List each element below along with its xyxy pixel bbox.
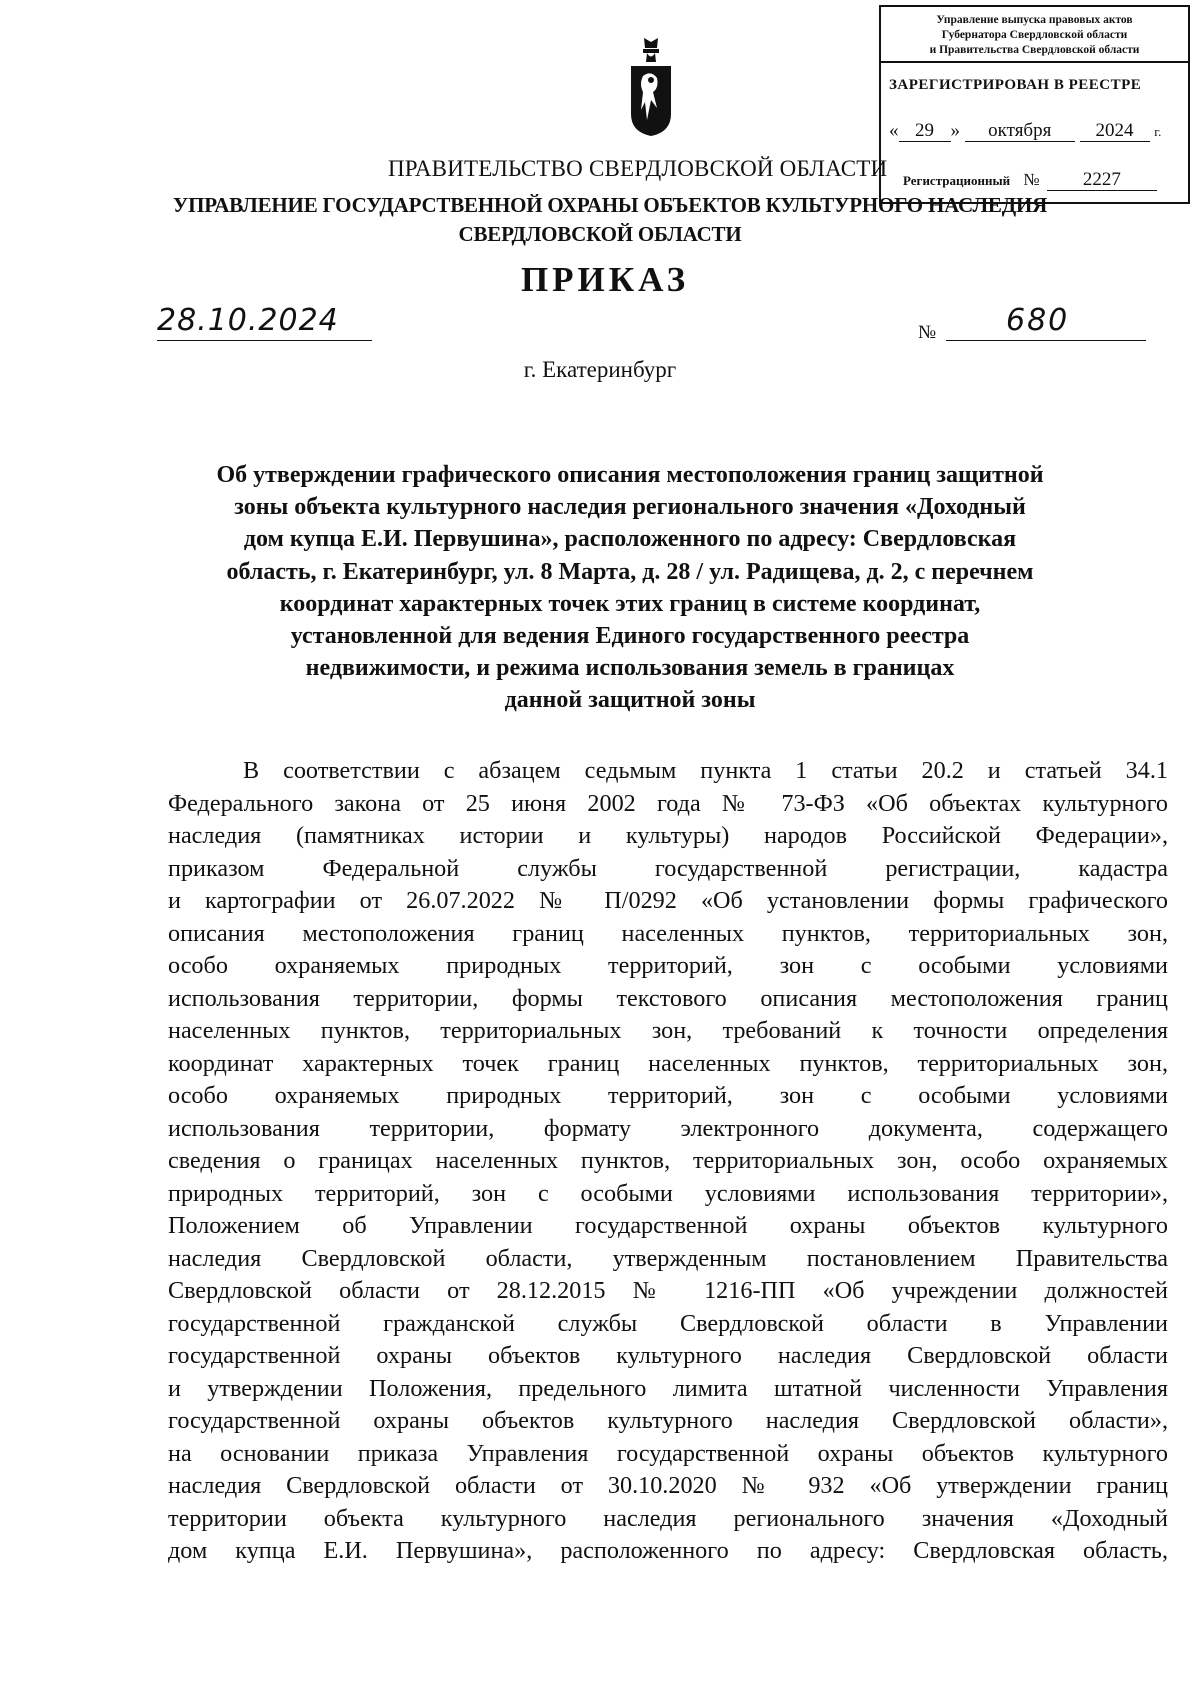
body-line: координат характерных точек границ населенных пунктов, территориальных зон, [168, 1049, 1168, 1077]
stamp-date-open: « [889, 120, 899, 141]
directorate-title-line2: СВЕРДЛОВСКОЙ ОБЛАСТИ [458, 222, 742, 246]
body-line: сведения о границах населенных пунктов, территориальных зон, особо охраняемых [168, 1147, 1168, 1174]
document-type-title: ПРИКАЗ [520, 260, 690, 299]
body-line: государственной гражданской службы Свердловской области в Управлении [168, 1309, 1168, 1337]
subject-line: недвижимости, и режима использования земель в границах [305, 655, 955, 682]
subject-line: координат характерных точек этих границ в системе координат, [279, 590, 981, 617]
body-line: природных территорий, зон с особыми условиями использования территории», [168, 1179, 1168, 1207]
body-line: особо охраняемых природных территорий, зон с особыми условиями [168, 1082, 1168, 1109]
stamp-date-month: октября [965, 121, 1075, 142]
order-body [168, 755, 1168, 1568]
body-line: Федерального закона от 25 июня 2002 года № 73-ФЗ «Об объектах культурного [168, 789, 1168, 817]
subject-line: установленной для ведения Единого государственного реестра [290, 623, 970, 650]
subject-line: данной защитной зоны [504, 687, 756, 714]
government-title: ПРАВИТЕЛЬСТВО СВЕРДЛОВСКОЙ ОБЛАСТИ [388, 156, 888, 181]
body-line: наследия Свердловской области, утвержденным постановлением Правительства [168, 1244, 1168, 1272]
stamp-header-line: и Правительства Свердловской области [929, 44, 1140, 56]
stamp-header [881, 7, 1188, 63]
body-line: государственной охраны объектов культурного наследия Свердловской области [168, 1342, 1168, 1369]
coat-of-arms-emblem [629, 36, 673, 138]
body-line: населенных пунктов, территориальных зон, требований к точности определения [168, 1017, 1168, 1044]
body-line: территории объекта культурного наследия регионального значения «Доходный [168, 1504, 1168, 1532]
body-line: В соответствии с абзацем седьмым пункта 1 статьи 20.2 и статьей 34.1 [243, 757, 1168, 784]
order-number-sign: № [918, 322, 937, 343]
body-line: описания местоположения границ населенных пунктов, территориальных зон, [168, 919, 1168, 947]
subject-line: Об утверждении графического описания местоположения границ защитной [216, 462, 1044, 488]
order-number-field [946, 300, 1146, 341]
stamp-number-sign: № [1023, 170, 1040, 189]
stamp-date-day: 29 [899, 121, 951, 142]
body-line: дом купца Е.И. Первушина», расположенного по адресу: Свердловская область, [168, 1537, 1168, 1564]
body-line: и картографии от 26.07.2022 № П/0292 «Об установлении формы графического [168, 887, 1168, 914]
stamp-date [889, 120, 1161, 142]
order-number-handwritten: 680 [1006, 303, 1070, 338]
body-line: использования территории, формату электронного документа, содержащего [168, 1114, 1168, 1142]
body-line: использования территории, формы текстового описания местоположения границ [168, 984, 1168, 1012]
stamp-date-year: 2024 [1080, 121, 1150, 142]
subject-line: дом купца Е.И. Первушина», расположенного по адресу: Свердловская [243, 526, 1017, 553]
subject-line: область, г. Екатеринбург, ул. 8 Марта, д. 28 / ул. Радищева, д. 2, с перечнем [226, 558, 1034, 585]
registration-stamp [879, 5, 1190, 204]
stamp-number-label: Регистрационный [903, 173, 1011, 188]
stamp-date-suffix: г. [1154, 124, 1162, 139]
body-line: особо охраняемых природных территорий, зон с особыми условиями [168, 952, 1168, 979]
stamp-date-mid: » [950, 120, 960, 141]
order-date-field [157, 300, 372, 341]
body-line: государственной охраны объектов культурного наследия Свердловской области», [168, 1407, 1168, 1434]
order-subject [130, 459, 1130, 717]
directorate-title-line1: УПРАВЛЕНИЕ ГОСУДАРСТВЕННОЙ ОХРАНЫ ОБЪЕКТОВ КУЛЬТУРНОГО НАСЛЕДИЯ [172, 193, 1048, 217]
stamp-registered-label: ЗАРЕГИСТРИРОВАН В РЕЕСТРЕ [889, 77, 1142, 93]
body-line: на основании приказа Управления государственной охраны объектов культурного [168, 1439, 1168, 1467]
body-line: приказом Федеральной службы государственной регистрации, кадастра [168, 854, 1168, 882]
body-line: наследия Свердловской области от 30.10.2020 № 932 «Об утверждении границ [168, 1472, 1168, 1499]
stamp-number-value: 2227 [1047, 170, 1157, 191]
stamp-registration-number [903, 170, 1157, 191]
order-date-handwritten: 28.10.2024 [157, 303, 339, 338]
stamp-header-line: Управление выпуска правовых актов [936, 14, 1133, 26]
body-line: и утверждении Положения, предельного лимита штатной численности Управления [168, 1374, 1168, 1402]
subject-line: зоны объекта культурного наследия регионального значения «Доходный [234, 494, 1026, 521]
stamp-header-line: Губернатора Свердловской области [941, 29, 1128, 41]
directorate-title [0, 191, 1200, 249]
body-line: Свердловской области от 28.12.2015 № 1216-ПП «Об учреждении должностей [168, 1277, 1168, 1304]
body-line: наследия (памятниках истории и культуры) народов Российской Федерации», [168, 822, 1168, 849]
order-city: г. Екатеринбург [523, 357, 677, 382]
body-line: Положением об Управлении государственной охраны объектов культурного [168, 1212, 1168, 1239]
